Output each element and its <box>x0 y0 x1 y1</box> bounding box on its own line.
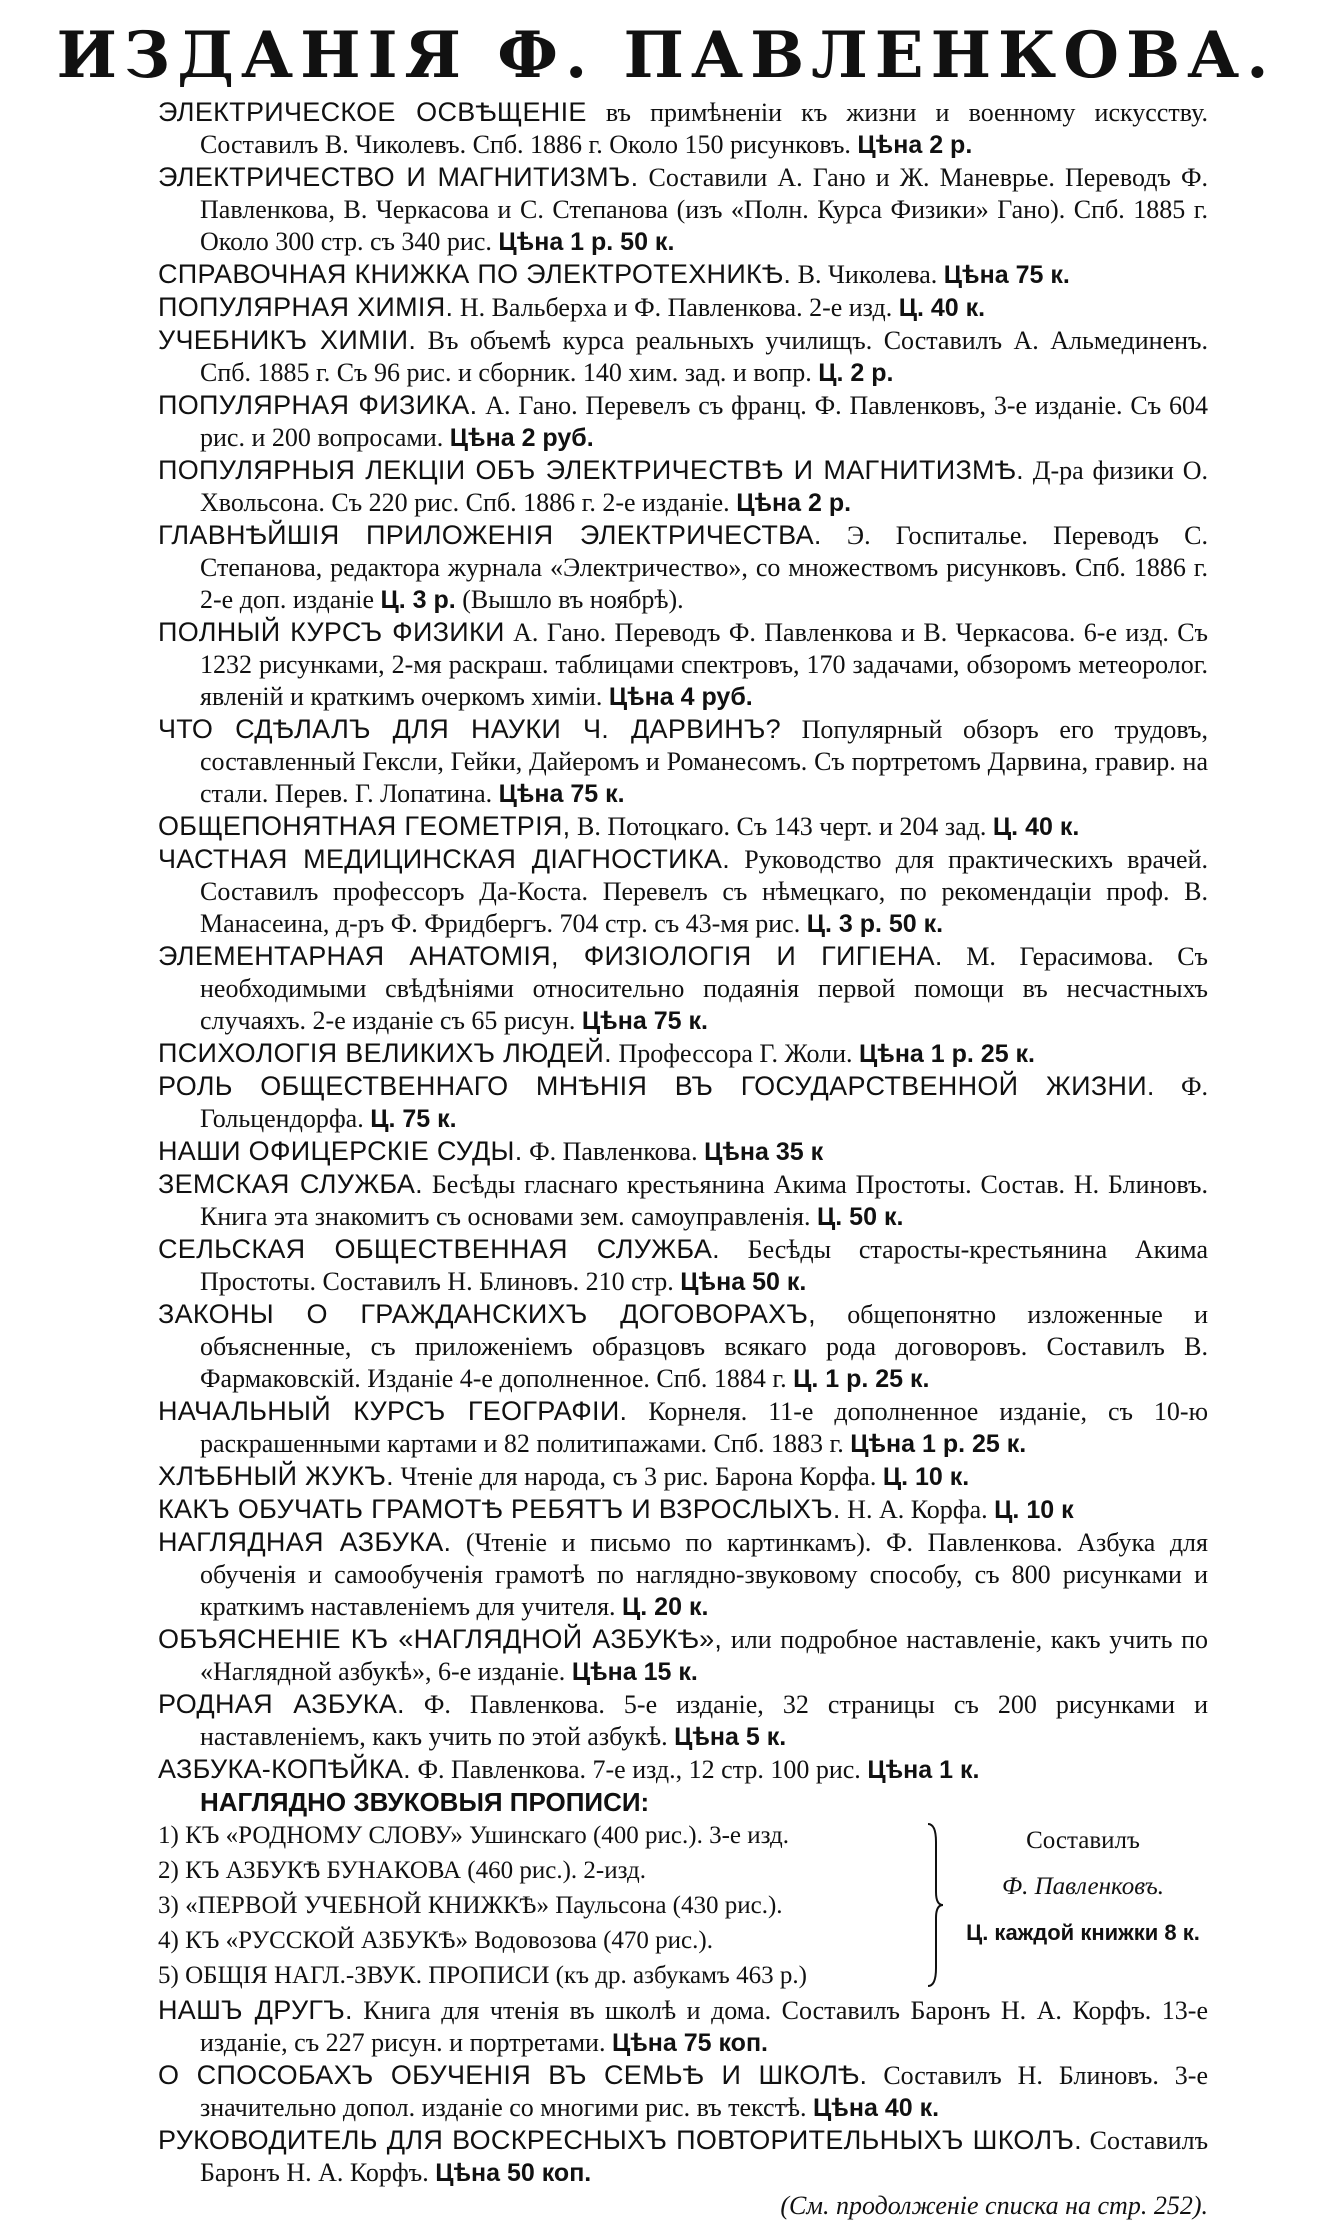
entry-title: ПОПУЛЯРНАЯ ФИЗИКА. <box>158 390 478 420</box>
entry-price: Ц. 3 р. 50 к. <box>806 910 944 938</box>
catalog-entry <box>158 519 1208 616</box>
catalog-entry <box>158 454 1208 519</box>
entry-description: В. Потоцкаго. Съ 143 черт. и 204 зад. <box>570 812 993 841</box>
entry-price: Цѣна 40 к. <box>813 2094 940 2122</box>
entry-price: Цѣна 4 руб. <box>608 683 753 711</box>
catalog-entry <box>158 1233 1208 1298</box>
entry-title: РОЛЬ ОБЩЕСТВЕННАГО МНѢНІЯ ВЪ ГОСУДАРСТВЕННОЙ ЖИЗНИ. <box>158 1071 1155 1101</box>
entry-price: Ц. 50 к. <box>817 1203 904 1231</box>
catalog-entry <box>158 1070 1208 1135</box>
entry-price: Цѣна 2 руб. <box>449 424 594 452</box>
entry-title: ЧТО СДѢЛАЛЪ ДЛЯ НАУКИ Ч. ДАРВИНЪ? <box>158 714 781 744</box>
entry-title: РОДНАЯ АЗБУКА. <box>158 1689 405 1719</box>
entry-title: ЭЛЕКТРИЧЕСКОЕ ОСВѢЩЕНІЕ <box>158 97 587 127</box>
entry-title: НАШИ ОФИЦЕРСКІЕ СУДЫ. <box>158 1136 523 1166</box>
entry-title: ОБЪЯСНЕНІЕ КЪ «НАГЛЯДНОЙ АЗБУКѢ», <box>158 1624 723 1654</box>
catalog-entry <box>158 1135 1208 1168</box>
entry-price: Ц. 20 к. <box>622 1593 709 1621</box>
entry-description: Въ объемѣ курса реальныхъ училищъ. Составилъ А. Альмединенъ. Спб. 1885 г. Съ 96 рис. и сборник. 140 хим. зад. и вопр. <box>200 326 1208 387</box>
catalog-entry <box>158 2124 1208 2189</box>
entry-price: Ц. 1 р. 25 к. <box>793 1365 930 1393</box>
catalog-entry <box>158 1688 1208 1753</box>
entry-price: Цѣна 5 к. <box>674 1723 787 1751</box>
entry-description: Профессора Г. Жоли. <box>611 1039 859 1068</box>
propisi-block <box>158 1818 1208 1994</box>
entry-title: ГЛАВНѢЙШІЯ ПРИЛОЖЕНІЯ ЭЛЕКТРИЧЕСТВА. <box>158 520 822 550</box>
propisi-list <box>158 1818 918 1993</box>
catalog-entry <box>158 843 1208 940</box>
entry-title: ПОПУЛЯРНАЯ ХИМІЯ. <box>158 292 454 322</box>
catalog-entry <box>158 291 1208 324</box>
entry-price: Цѣна 15 к. <box>571 1658 698 1686</box>
entry-title: ХЛѢБНЫЙ ЖУКЪ. <box>158 1461 394 1491</box>
entry-title: УЧЕБНИКЪ ХИМІИ. <box>158 325 417 355</box>
catalog-entry <box>158 713 1208 810</box>
entry-title: АЗБУКА-КОПѢЙКА. <box>158 1754 411 1784</box>
catalog-entry <box>158 810 1208 843</box>
entry-description: Чтеніе для народа, съ 3 рис. Барона Корфа. <box>393 1462 883 1491</box>
entry-description: Н. Вальберха и Ф. Павленкова. 2-е изд. <box>453 293 899 322</box>
entry-description: общепонятно изложенные и объясненные, съ приложеніемъ образцовъ всякаго рода договоровъ. Составилъ В. Фармаковскій. Изданіе 4-е дополненное. Спб. 1884 г. <box>200 1300 1208 1393</box>
entry-description: М. Герасимова. Съ необходимыми свѣдѣніями относительно подаянія первой помощи въ несчастныхъ случаяхъ. 2-е изданіе съ 65 рисун. <box>200 942 1208 1035</box>
entry-description: Ф. Павленкова. <box>522 1137 705 1166</box>
entry-description: В. Чиколева. <box>791 260 944 289</box>
catalog-list <box>158 96 1208 2223</box>
catalog-entry <box>158 1460 1208 1493</box>
entry-description: А. Гано. Перевелъ съ франц. Ф. Павленковъ, 3-е изданіе. Съ 604 рис. и 200 вопросами. <box>200 391 1208 452</box>
entry-description: Бесѣды гласнаго крестьянина Акима Простоты. Состав. Н. Блиновъ. Книга эта знакомитъ съ основами зем. самоуправленія. <box>200 1170 1208 1231</box>
entry-description: Н. А. Корфа. <box>840 1495 995 1524</box>
entry-description: Д-ра физики О. Хвольсона. Съ 220 рис. Спб. 1886 г. 2-е изданіе. <box>200 456 1208 517</box>
entry-price: Ц. 40 к. <box>992 813 1080 841</box>
entry-price: Цѣна 75 к. <box>581 1007 708 1035</box>
propisi-item: 2) КЪ АЗБУКѢ БУНАКОВА (460 рис.). 2-изд. <box>158 1857 647 1884</box>
entry-description: или подробное наставленіе, какъ учить по «Наглядной азбукѣ», 6-е изданіе. <box>200 1625 1208 1686</box>
catalog-entry <box>158 258 1208 291</box>
catalog-entry <box>158 1623 1208 1688</box>
catalog-entry <box>158 1037 1208 1070</box>
catalog-entry <box>158 1395 1208 1460</box>
entry-description: Э. Госпитальe. Переводъ С. Степанова, редактора журнала «Электричество», со множествомъ рисунковъ. Спб. 1886 г. 2-е доп. изданіе <box>200 521 1209 614</box>
entry-title: НАЧАЛЬНЫЙ КУРСЪ ГЕОГРАФІИ. <box>158 1396 628 1426</box>
entry-title: ЗАКОНЫ О ГРАЖДАНСКИХЪ ДОГОВОРАХЪ, <box>158 1299 816 1329</box>
entry-price: Ц. 75 к. <box>370 1105 457 1133</box>
entry-title: СПРАВОЧНАЯ КНИЖКА ПО ЭЛЕКТРОТЕХНИКѢ. <box>158 259 792 289</box>
catalog-entry <box>158 1753 1208 1786</box>
entry-price: Ц. 2 р. <box>818 359 894 387</box>
entry-price: Ц. 10 к <box>994 1496 1074 1524</box>
propisi-item: 1) КЪ «РОДНОМУ СЛОВУ» Ушинскаго (400 рис.). 3-е изд. <box>158 1822 790 1849</box>
entry-note: (Вышло въ ноябрѣ). <box>455 585 684 614</box>
propisi-author: Ф. Павленковъ. <box>1001 1873 1165 1900</box>
entry-description: Ф. Гольцендорфа. <box>200 1072 1208 1133</box>
propisi-price: Ц. каждой книжки 8 к. <box>966 1920 1200 1945</box>
page-title: ИЗДАНІЯ Ф. ПАВЛЕНКОВА. <box>56 18 1276 93</box>
brace-icon <box>926 1822 944 1988</box>
entry-title: НАШЪ ДРУГЪ. <box>158 1995 353 2025</box>
entry-price: Цѣна 75 к. <box>943 261 1070 289</box>
propisi-item: 5) ОБЩІЯ НАГЛ.-ЗВУК. ПРОПИСИ (къ др. азбукамъ 463 р.) <box>158 1962 807 1989</box>
entry-price: Цѣна 2 р. <box>736 489 852 517</box>
entry-description: Составилъ Баронъ Н. А. Корфъ. <box>200 2126 1209 2187</box>
entry-description: Составили А. Гано и Ж. Маневрье. Переводъ Ф. Павленкова, В. Черкасова и С. Степанова (изъ «Полн. Курса Физики» Гано). Спб. 1885 г. Около 300 стр. съ 340 рис. <box>200 163 1208 256</box>
entry-description: (Чтеніе и письмо по картинкамъ). Ф. Павленкова. Азбука для обученія и самообученія грамотѣ по наглядно-звуковому способу, съ 800 рисунками и краткимъ наставленіемъ для учителя. <box>200 1528 1208 1621</box>
entry-title: РУКОВОДИТЕЛЬ ДЛЯ ВОСКРЕСНЫХЪ ПОВТОРИТЕЛЬНЫХЪ ШКОЛЪ. <box>158 2125 1082 2155</box>
entry-description: Руководство для практическихъ врачей. Составилъ профессоръ Да-Коста. Перевелъ съ нѣмецкаго, по рекомендаціи проф. В. Манасеина, д-ръ Ф. Фридбергъ. 704 стр. съ 43-мя рис. <box>200 845 1208 938</box>
entry-price: Цѣна 50 коп. <box>435 2159 592 2187</box>
entry-description: Популярный обзоръ его трудовъ, составленный Гексли, Гейки, Дайеромъ и Романесомъ. Съ портретомъ Дарвина, гравир. на стали. Перев. Г. Лопатина. <box>200 715 1208 808</box>
propisi-item: 3) «ПЕРВОЙ УЧЕБНОЙ КНИЖКѢ» Паульсона (430 рис.). <box>158 1892 783 1919</box>
catalog-entry <box>158 616 1208 713</box>
catalog-entry <box>158 1994 1208 2059</box>
entry-description: А. Гано. Переводъ Ф. Павленкова и В. Черкасова. 6-е изд. Съ 1232 рисунками, 2-мя раскраш. таблицами спектровъ, 170 задачами, обзоромъ метеоролог. явленій и краткимъ очеркомъ химіи. <box>200 618 1208 711</box>
catalog-entry <box>158 1493 1208 1526</box>
entry-price: Цѣна 75 к. <box>498 780 625 808</box>
entry-price: Цѣна 2 р. <box>857 131 973 159</box>
catalog-entry <box>158 940 1208 1037</box>
entry-title: ЭЛЕМЕНТАРНАЯ АНАТОМІЯ, ФИЗІОЛОГІЯ И ГИГІЕНА. <box>158 941 943 971</box>
entry-description: Книга для чтенія въ школѣ и дома. Составилъ Баронъ Н. А. Корфъ. 13-е изданіе, съ 227 рисун. и портретами. <box>200 1996 1208 2057</box>
entry-title: ПОПУЛЯРНЫЯ ЛЕКЦІИ ОБЪ ЭЛЕКТРИЧЕСТВѢ И МАГНИТИЗМѢ. <box>158 455 1024 485</box>
catalog-entry <box>158 389 1208 454</box>
entry-description: Бесѣды старосты-крестьянина Акима Простоты. Составилъ Н. Блиновъ. 210 стр. <box>200 1235 1208 1296</box>
catalog-entry <box>158 1168 1208 1233</box>
entry-title: ЧАСТНАЯ МЕДИЦИНСКАЯ ДІАГНОСТИКА. <box>158 844 730 874</box>
entry-title: НАГЛЯДНАЯ АЗБУКА. <box>158 1527 452 1557</box>
propisi-compiled-label: Составилъ <box>1026 1827 1140 1854</box>
entry-title: СЕЛЬСКАЯ ОБЩЕСТВЕННАЯ СЛУЖБА. <box>158 1234 720 1264</box>
entry-price: Ц. 40 к. <box>898 294 986 322</box>
propisi-item: 4) КЪ «РУССКОЙ АЗБУКѢ» Водовозова (470 рис.). <box>158 1927 713 1954</box>
catalog-entry <box>158 2059 1208 2124</box>
entry-title: ПОЛНЫЙ КУРСЪ ФИЗИКИ <box>158 617 505 647</box>
entry-title: ПСИХОЛОГІЯ ВЕЛИКИХЪ ЛЮДЕЙ. <box>158 1038 612 1068</box>
entry-price: Ц. 3 р. <box>380 586 456 614</box>
entry-description: въ примѣненіи къ жизни и военному искусству. Составилъ В. Чиколевъ. Спб. 1886 г. Около 150 рисунковъ. <box>200 98 1208 159</box>
entry-price: Цѣна 75 коп. <box>611 2029 768 2057</box>
propisi-section <box>158 1786 1208 1994</box>
catalog-entry <box>158 161 1208 258</box>
entry-description: Ф. Павленкова. 7-е изд., 12 стр. 100 рис. <box>410 1755 868 1784</box>
catalog-entry <box>158 1298 1208 1395</box>
catalog-entry <box>158 324 1208 389</box>
propisi-note <box>953 1818 1213 1956</box>
entry-price: Цѣна 1 р. 50 к. <box>498 228 675 256</box>
entry-price: Цѣна 35 к <box>704 1138 824 1166</box>
catalog-section-1 <box>158 96 1208 1786</box>
entry-price: Цѣна 50 к. <box>680 1268 807 1296</box>
continuation-note: (См. продолженіе списка на стр. 252). <box>780 2191 1208 2220</box>
catalog-entry <box>158 1526 1208 1623</box>
propisi-title: НАГЛЯДНО ЗВУКОВЫЯ ПРОПИСИ: <box>200 1787 650 1817</box>
entry-title: КАКЪ ОБУЧАТЬ ГРАМОТѢ РЕБЯТЪ И ВЗРОСЛЫХЪ. <box>158 1494 841 1524</box>
entry-title: ЭЛЕКТРИЧЕСТВО И МАГНИТИЗМЪ. <box>158 162 639 192</box>
entry-price: Цѣна 1 к. <box>867 1756 980 1784</box>
entry-price: Цѣна 1 р. 25 к. <box>850 1430 1027 1458</box>
entry-title: О СПОСОБАХЪ ОБУЧЕНІЯ ВЪ СЕМЬѢ И ШКОЛѢ. <box>158 2060 868 2090</box>
entry-price: Цѣна 1 р. 25 к. <box>859 1040 1036 1068</box>
entry-description: Корнеля. 11-е дополненное изданіе, съ 10-ю раскрашенными картами и 82 политипажами. Спб. 1883 г. <box>200 1397 1209 1458</box>
entry-description: Ф. Павленкова. 5-е изданіе, 32 страницы съ 200 рисунками и наставленіемъ, какъ учить по этой азбукѣ. <box>200 1690 1208 1751</box>
entry-description: Составилъ Н. Блиновъ. 3-е значительно допол. изданіе со многими рис. въ текстѣ. <box>200 2061 1209 2122</box>
catalog-entry <box>158 96 1208 161</box>
entry-title: ОБЩЕПОНЯТНАЯ ГЕОМЕТРІЯ, <box>158 811 571 841</box>
entry-title: ЗЕМСКАЯ СЛУЖБА. <box>158 1169 423 1199</box>
entry-price: Ц. 10 к. <box>882 1463 970 1491</box>
